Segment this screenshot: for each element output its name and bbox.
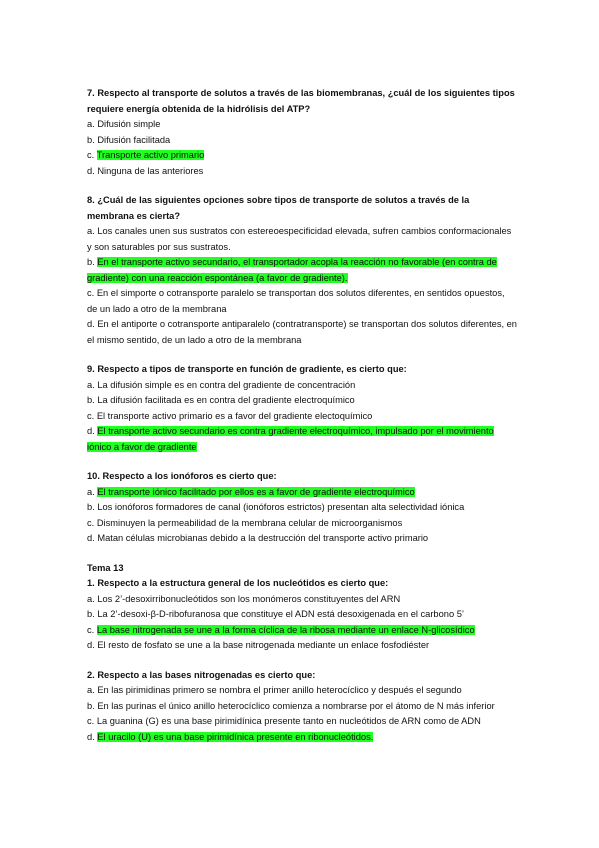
question xyxy=(87,193,517,348)
option-text: Ninguna de las anteriores xyxy=(97,165,204,176)
option-text: Difusión simple xyxy=(97,119,161,129)
answer-option xyxy=(87,623,517,639)
option-letter: a. xyxy=(87,593,98,604)
answer-option xyxy=(87,409,517,425)
option-letter: d. xyxy=(87,640,98,650)
option-letter: a. xyxy=(87,379,98,390)
option-letter: d. xyxy=(87,426,98,436)
answer-option xyxy=(87,117,517,133)
question xyxy=(87,362,517,455)
option-letter: c. xyxy=(87,716,97,726)
option-letter: d. xyxy=(87,731,98,742)
question-stem: 2. Respecto a las bases nitrogenadas es cierto que: xyxy=(87,669,316,680)
document-page xyxy=(87,86,517,759)
option-letter: c. xyxy=(87,288,97,298)
option-text: En el simporte o cotransporte paralelo se transportan dos solutos diferentes, en sentidos opuestos, de un lado a otro de la membrana xyxy=(87,288,505,314)
option-text: Los ionóforos formadores de canal (ionóforos estrictos) presentan alta selectividad iónica xyxy=(97,502,465,512)
option-text: Disminuyen la permeabilidad de la membrana celular de microorganismos xyxy=(96,517,403,528)
option-text: Matan células microbianas debido a la destrucción del transporte activo primario xyxy=(97,533,429,543)
option-letter: c. xyxy=(87,517,97,528)
highlighted-answer-text: En el transporte activo secundario, el transportador acopla la reacción no favorable (en contra de gradiente) con una reacción espontánea (a favor de gradiente). xyxy=(87,257,497,283)
option-letter: a. xyxy=(87,685,98,695)
option-letter: a. xyxy=(87,486,98,497)
option-text: Los canales unen sus sustratos con estereoespecificidad elevada, sufren cambios conformacionales y son saturables por sus sustratos. xyxy=(87,226,512,252)
option-letter: d. xyxy=(87,533,98,543)
question-stem: 9. Respecto a tipos de transporte en función de gradiente, es cierto que: xyxy=(87,364,407,374)
question-stem: 7. Respecto al transporte de solutos a través de las biomembranas, ¿cuál de los siguientes tipos requiere energía obtenida de la hidrólisis del ATP? xyxy=(87,88,515,114)
highlighted-answer-text: Transporte activo primario xyxy=(96,150,205,160)
answer-option xyxy=(87,485,517,501)
highlighted-answer-text: El transporte iónico facilitado por ellos es a favor de gradiente electroquímico xyxy=(97,486,415,497)
option-text: En las purinas el único anillo heterocíclico comienza a nombrarse por el átomo de N más inferior xyxy=(97,700,495,711)
answer-option xyxy=(87,592,517,608)
answer-option xyxy=(87,638,517,654)
question xyxy=(87,668,517,746)
option-text: El resto de fosfato se une a la base nitrogenada mediante un enlace fosfodiéster xyxy=(97,640,430,650)
answer-option xyxy=(87,224,517,255)
option-letter: b. xyxy=(87,395,98,405)
tema-heading: Tema 13 xyxy=(87,562,124,573)
answer-option xyxy=(87,531,517,547)
option-letter: b. xyxy=(87,257,98,267)
answer-option xyxy=(87,148,517,164)
highlighted-answer-text: El transporte activo secundario es contra gradiente electroquímico, impulsado por el movimiento iónico a favor de gradiente xyxy=(87,426,494,452)
answer-option xyxy=(87,730,517,746)
answer-option xyxy=(87,714,517,730)
answer-option xyxy=(87,133,517,149)
option-letter: b. xyxy=(87,700,98,711)
option-letter: b. xyxy=(87,502,98,512)
answer-option xyxy=(87,164,517,180)
answer-option xyxy=(87,255,517,286)
option-text: La difusión simple es en contra del gradiente de concentración xyxy=(97,379,356,390)
question-stem: 1. Respecto a la estructura general de los nucleótidos es cierto que: xyxy=(87,578,389,588)
option-text: En el antiporte o cotransporte antiparalelo (contratransporte) se transportan dos solutos diferentes, en el mismo sentido, de un lado a otro de la membrana xyxy=(87,319,517,345)
answer-option xyxy=(87,516,517,532)
answer-option xyxy=(87,286,517,317)
answer-option xyxy=(87,683,517,699)
question-block-tema-13 xyxy=(87,576,517,745)
answer-option xyxy=(87,317,517,348)
answer-option xyxy=(87,607,517,623)
option-text: Difusión facilitada xyxy=(97,134,171,145)
highlighted-answer-text: La base nitrogenada se une a la forma cíclica de la ribosa mediante un enlace N-glicosídico xyxy=(96,624,475,635)
option-letter: c. xyxy=(87,624,97,635)
option-text: La 2’-desoxi-β-D-ribofuranosa que constituye el ADN está desoxigenada en el carbono 5’ xyxy=(97,609,464,619)
option-letter: a. xyxy=(87,226,98,236)
option-text: La guanina (G) es una base pirimidínica presente tanto en nucleótidos de ARN como de ADN xyxy=(96,716,481,726)
answer-option xyxy=(87,378,517,394)
option-text: La difusión facilitada es en contra del gradiente electroquímico xyxy=(97,395,355,405)
option-letter: b. xyxy=(87,609,98,619)
option-text: Los 2’-desoxirribonucleótidos son los monómeros constituyentes del ARN xyxy=(97,593,401,604)
question-stem: 10. Respecto a los ionóforos es cierto que: xyxy=(87,471,277,481)
answer-option xyxy=(87,424,517,455)
option-letter: c. xyxy=(87,150,97,160)
option-letter: d. xyxy=(87,319,98,329)
option-text: En las pirimidinas primero se nombra el primer anillo heterocíclico y después el segundo xyxy=(97,685,462,695)
question xyxy=(87,469,517,547)
option-letter: b. xyxy=(87,134,98,145)
question xyxy=(87,576,517,654)
question xyxy=(87,86,517,179)
option-text: El transporte activo primario es a favor del gradiente electoquímico xyxy=(96,410,373,421)
option-letter: c. xyxy=(87,410,97,421)
option-letter: d. xyxy=(87,165,98,176)
option-letter: a. xyxy=(87,119,98,129)
question-block-tema-12 xyxy=(87,86,517,547)
answer-option xyxy=(87,393,517,409)
highlighted-answer-text: El uracilo (U) es una base pirimidínica presente en ribonucleótidos. xyxy=(97,731,374,742)
answer-option xyxy=(87,500,517,516)
question-stem: 8. ¿Cuál de las siguientes opciones sobre tipos de transporte de solutos a través de la membrana es cierta? xyxy=(87,195,470,221)
answer-option xyxy=(87,699,517,715)
